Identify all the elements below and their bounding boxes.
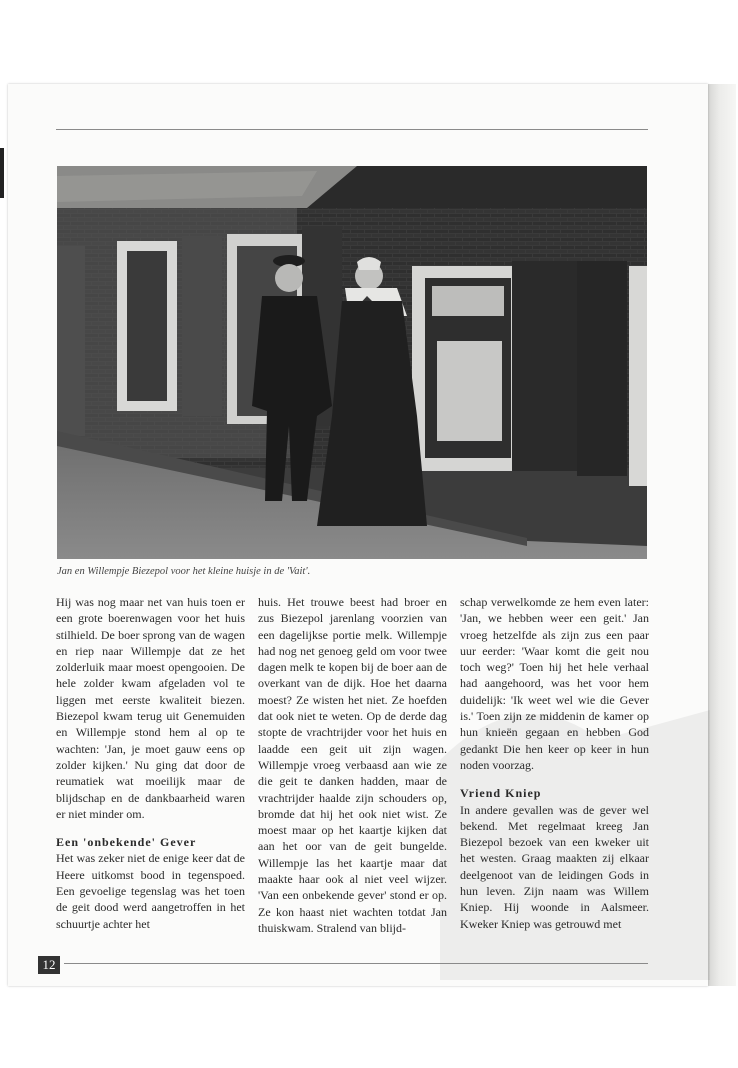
bottom-rule — [64, 963, 648, 964]
top-rule — [56, 129, 648, 130]
paragraph: huis. Het trouwe beest had broer en zus Biezepol jarenlang voorzien van een dagelijkse portie melk. Willempje had nog net genoeg geld om voor twee dagen melk te kopen bij de boer aan de overkant van de dijk. Hoe het daarna moest? Ze wisten het niet. Ze hoefden dat ook niet te weten. Op de derde dag stopte de vrachtrijder voor het huis en laadde een geit uit zijn wagen. Willempje vroeg verbaasd aan wie ze die geit te danken hadden, maar de vrachtrijder haalde zijn schouders op, bromde dat hij het ook niet wist. Ze moest maar op het kaartje kijken dat aan het oor van de geit bungelde. Willempje las het kaartje maar dat maakte haar ook al niet veel wijzer. 'Van een onbekende gever' stond er op. Ze kon haast niet wachten totdat Jan thuiskwam. Stralend van blijd- — [258, 595, 447, 935]
paragraph: schap verwelkomde ze hem even later: 'Jan, we hebben weer een geit.' Jan vroeg hetzelfde als zijn zus een paar uur eerder: 'Waar komt die geit nou toch weg?' Toen hij het hele verhaal had aangehoord, was het voor hem duidelijk: 'Ik weet wel wie die Gever is.' Toen zijn ze middenin de kamer op hun knieën gegaan en hebben God gedankt Die hen keer op keer in hun noden voorzag. — [460, 595, 649, 772]
paragraph: In andere gevallen was de gever wel bekend. Met regelmaat kreeg Jan Biezepol bezoek van een kweker uit het westen. Graag maakten zij elkaar deelgenoot van de leidingen Gods in hun leven. Zijn naam was Willem Kniep. Hij woonde in Aalsmeer. Kweker Kniep was getrouwd met — [460, 802, 649, 931]
text-column-1 — [56, 594, 245, 944]
page-edge-mark — [0, 148, 4, 198]
section-heading: Vriend Kniep — [460, 786, 542, 801]
text-column-3 — [460, 594, 649, 944]
text-column-2 — [258, 594, 447, 948]
section-heading: Een 'onbekende' Gever — [56, 835, 197, 850]
photo-biezepol-house — [57, 166, 647, 559]
adjacent-page-edge — [708, 84, 736, 986]
paragraph: Het was zeker niet de enige keer dat de Heere uitkomst bood in tegenspoed. Een gevoelige tegenslag was het toen de geit dood werd aangetroffen in het schuurtje achter het — [56, 851, 245, 931]
paragraph: Hij was nog maar net van huis toen er een grote boerenwagen voor het huis stilhield. De boer sprong van de wagen en riep naar Willempje dat ze het zolderluik maar moest opengooien. De hele zolder kwam afgeladen vol te liggen met eerste kwaliteit biezen. Biezepol kwam terug uit Genemuiden en Willempje stond hem al op te wachten: 'Jan, je moet gauw eens op zolder kijken.' Nu ging dat door de reumatiek wat moeilijk maar de blijdschap en de dankbaarheid waren er niet minder om. — [56, 595, 245, 821]
photo-caption: Jan en Willempje Biezepol voor het kleine huisje in de 'Vait'. — [57, 566, 311, 577]
page-number: 12 — [38, 956, 60, 974]
